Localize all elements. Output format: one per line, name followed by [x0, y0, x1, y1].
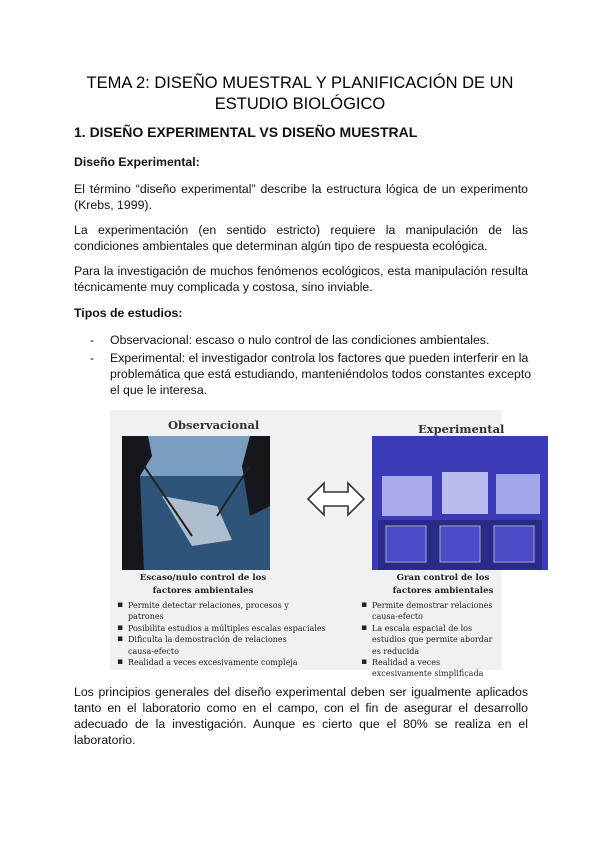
experimental-points — [360, 600, 500, 680]
comparison-figure — [110, 410, 505, 679]
laboratory-photo — [372, 436, 548, 570]
list-item: ▪ Permite demostrar relaciones causa-efecto — [360, 600, 500, 623]
fishing-boat-photo — [122, 436, 270, 570]
observational-label: Observacional — [168, 418, 260, 432]
paragraph: Para la investigación de muchos fenómenos ecológicos, esta manipulación resulta técnicamente muy complicada y costosa, sino inviable. — [74, 264, 528, 294]
subheading-study-types: Tipos de estudios: — [74, 306, 183, 320]
closing-paragraph: Los principios generales del diseño experimental deben ser igualmente aplicados tanto en el laboratorio como en el campo, con el fin de asegurar el desarrollo adecuado de la investigación. Aunque es cierto que el 80% se realiza en el laboratorio. — [74, 685, 528, 747]
double-arrow-icon — [306, 480, 366, 518]
list-item: ▪ Realidad a veces excesivamente simplificada — [360, 657, 500, 680]
experimental-label: Experimental — [418, 422, 505, 436]
section-heading: 1. DISEÑO EXPERIMENTAL VS DISEÑO MUESTRAL — [74, 124, 418, 140]
observational-caption: Escaso/nulo control de los factores ambientales — [139, 573, 267, 596]
study-types-list — [74, 332, 534, 400]
list-item: ▪ Permite detectar relaciones, procesos y patrones — [116, 600, 326, 623]
list-item: - Experimental: el investigador controla los factores que pueden interferir en la problemática que está estudiando, manteniéndolos todos constantes excepto el que le interesa. — [90, 351, 532, 397]
document-title: TEMA 2: DISEÑO MUESTRAL Y PLANIFICACIÓN DE UN ESTUDIO BIOLÓGICO — [86, 74, 514, 113]
subheading-experimental-design: Diseño Experimental: — [74, 155, 200, 169]
list-item: - Observacional: escaso o nulo control de las condiciones ambientales. — [90, 333, 490, 347]
observational-points — [116, 600, 326, 668]
list-item: ▪ Dificulta la demostración de relaciones causa-efecto — [116, 634, 308, 657]
paragraph: La experimentación (en sentido estricto) requiere la manipulación de las condiciones ambientales que determinan algún tipo de respuesta ecológica. — [74, 223, 528, 253]
list-item: ▪ La escala espacial de los estudios que permite abordar es reducida — [360, 623, 500, 657]
list-item: ▪ Posibilita estudios a múltiples escalas espaciales — [116, 623, 326, 634]
paragraph: El término “diseño experimental” describe la estructura lógica de un experimento (Krebs, 1999). — [74, 182, 528, 212]
list-item: ▪ Realidad a veces excesivamente compleja — [116, 657, 326, 668]
experimental-caption: Gran control de los factores ambientales — [392, 573, 494, 596]
